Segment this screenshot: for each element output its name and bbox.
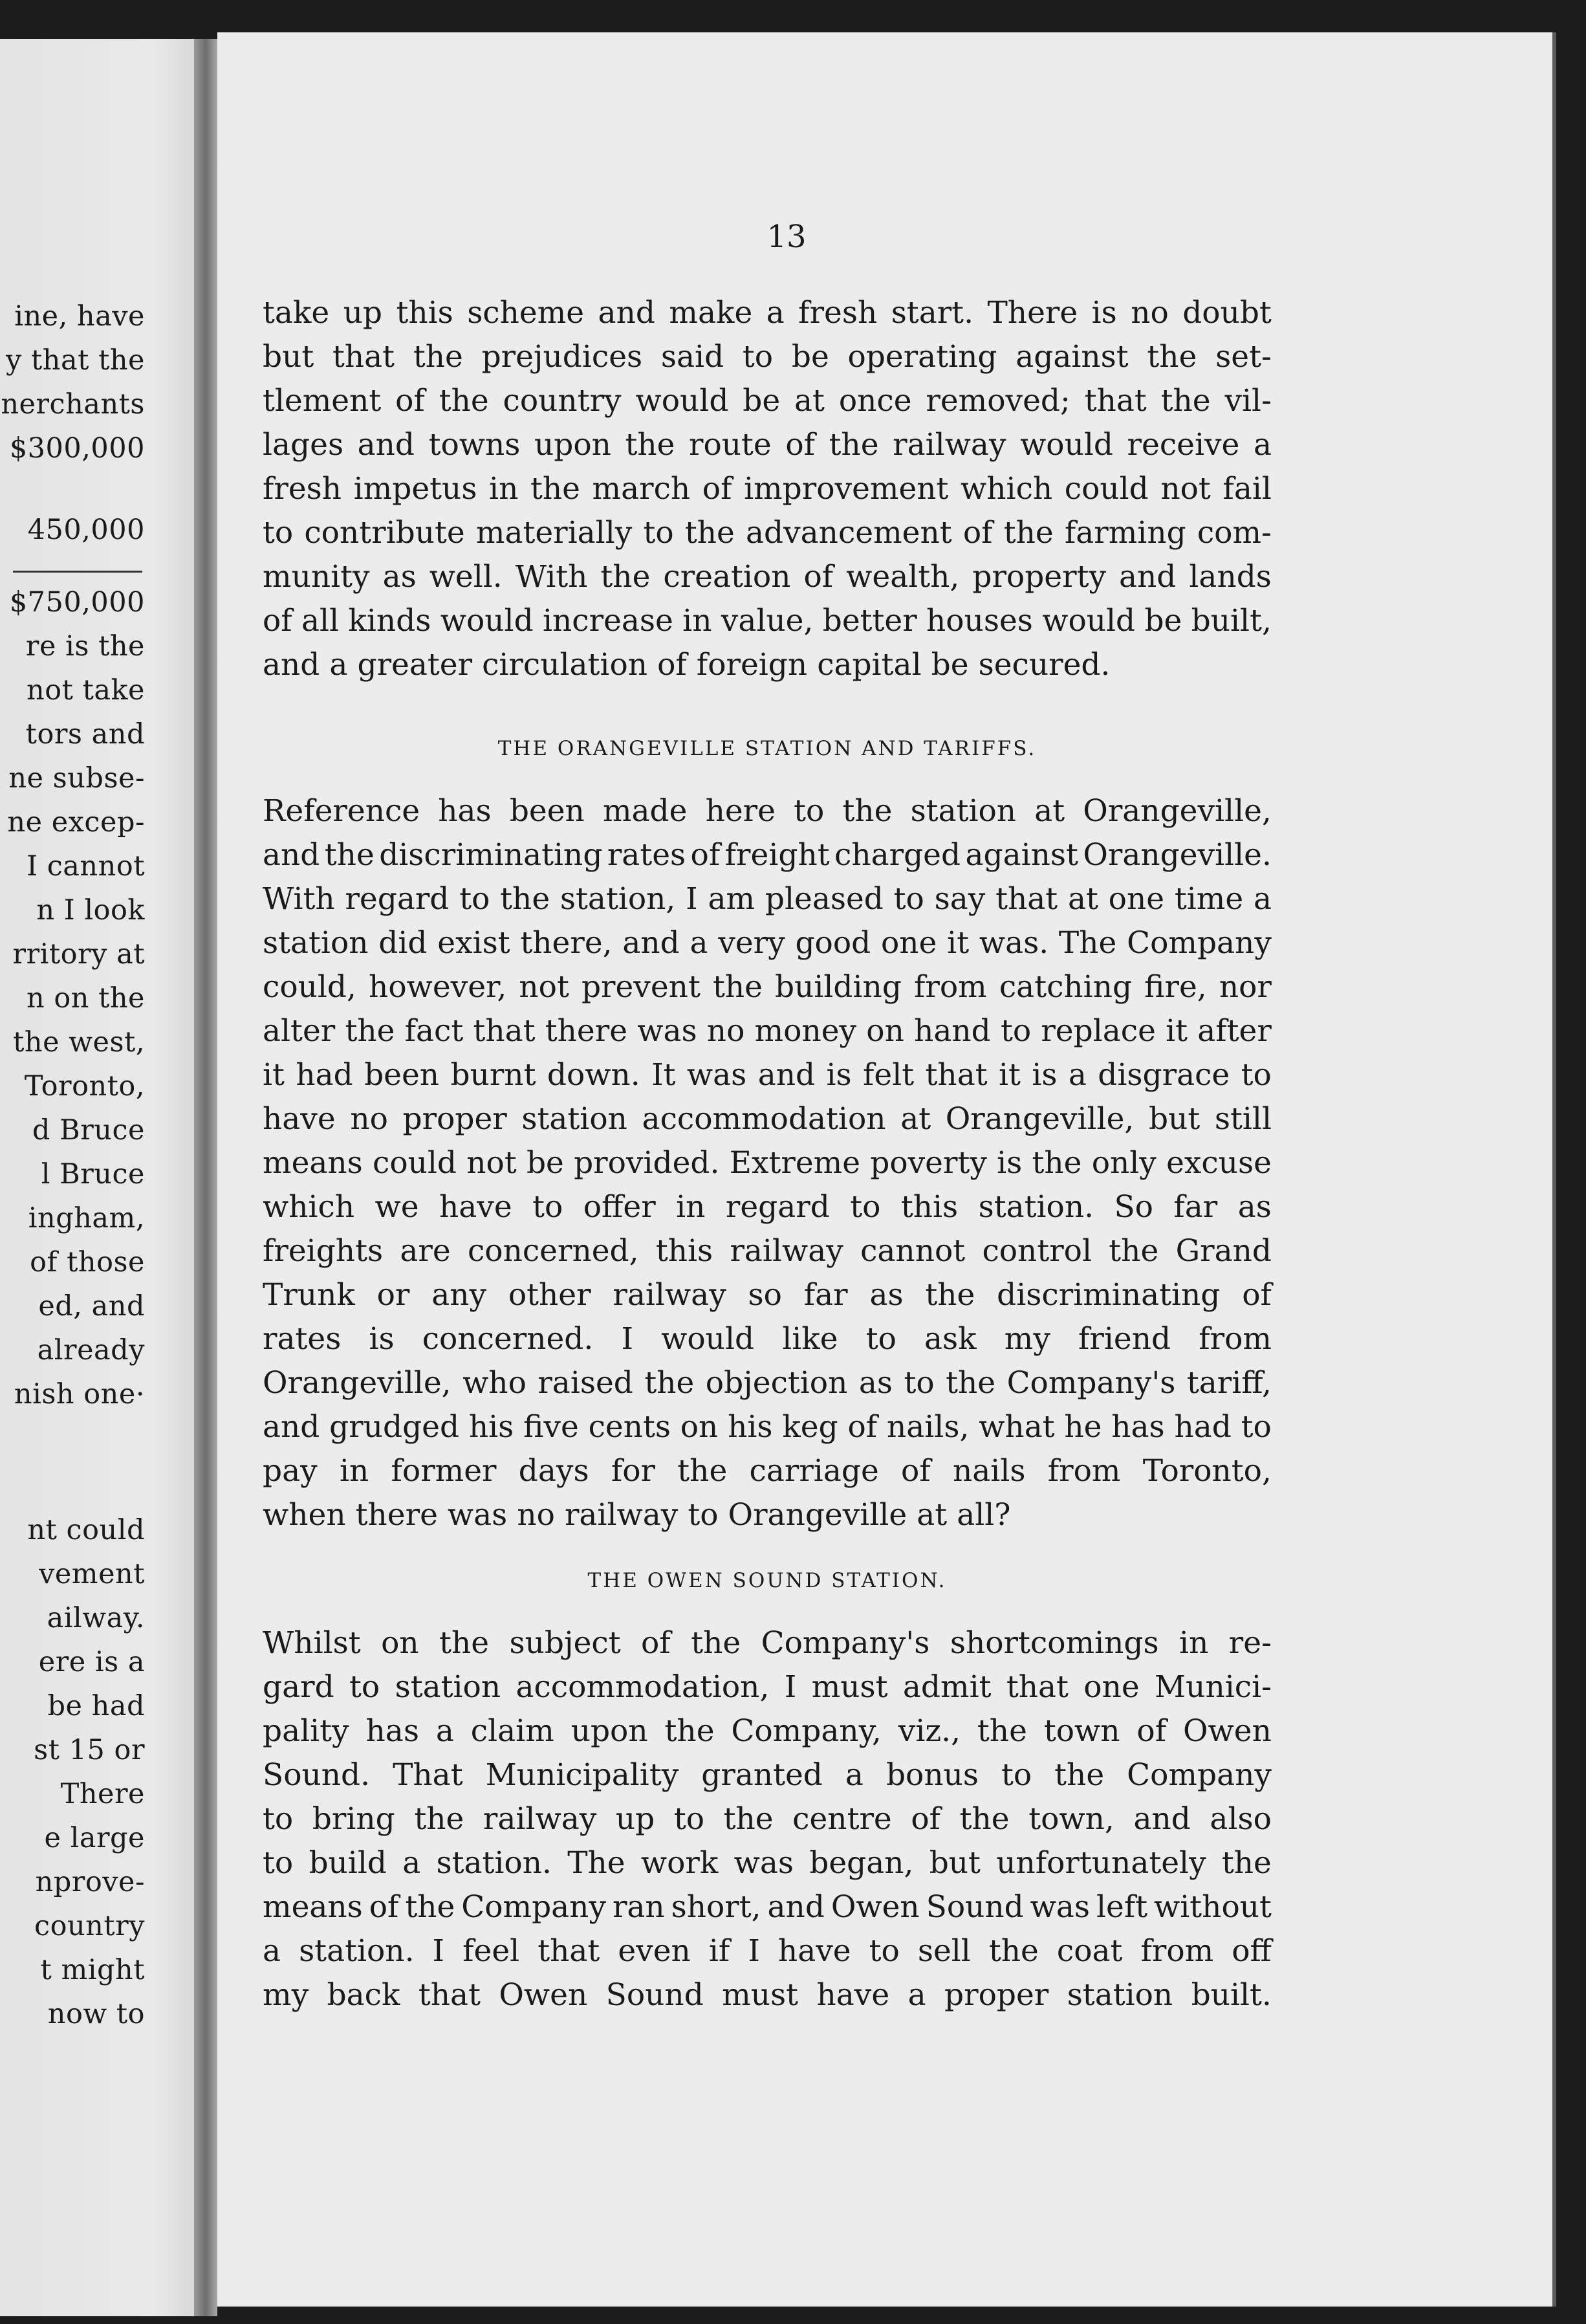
text-line: take up this scheme and make a fresh start. There is no doubt [263, 295, 1272, 331]
text-line: when there was no railway to Orangeville at all? [263, 1497, 1011, 1533]
facing-page-line: l Bruce [41, 1158, 145, 1190]
text-line: Sound. That Municipality granted a bonus to the Company [263, 1757, 1272, 1793]
facing-page-fragment [0, 39, 194, 2316]
text-line: it had been burnt down. It was and is felt that it is a disgrace to [263, 1057, 1272, 1093]
text-line: a station. I feel that even if I have to sell the coat from off [263, 1933, 1272, 1969]
facing-page-line: t might [40, 1954, 145, 1986]
section-heading: THE ORANGEVILLE STATION AND TARIFFS. [497, 737, 1037, 760]
text-line: means of the Company ran short, and Owen Sound was left without [263, 1889, 1272, 1925]
facing-page-line: d Bruce [32, 1114, 145, 1146]
facing-page-line: rritory at [12, 938, 145, 970]
text-line: pality has a claim upon the Company, viz., the town of Owen [263, 1713, 1272, 1749]
facing-page-line: ed, and [38, 1290, 145, 1322]
page-13 [217, 32, 1556, 2307]
facing-page-line: nerchants [1, 388, 145, 421]
text-line: tlement of the country would be at once removed; that the vil- [263, 383, 1272, 419]
facing-page-line: the west, [13, 1026, 145, 1058]
book-gutter [194, 39, 217, 2316]
facing-page-line: re is the [25, 630, 145, 663]
text-line: gard to station accommodation, I must admit that one Munici- [263, 1669, 1272, 1705]
facing-page-line: ailway. [47, 1602, 145, 1634]
facing-page-line: ere is a [38, 1646, 145, 1678]
section-heading: THE OWEN SOUND STATION. [587, 1569, 947, 1592]
facing-page-line: nprove- [35, 1866, 145, 1898]
text-line: Orangeville, who raised the objection as to the Company's tariff, [263, 1365, 1272, 1401]
facing-page-line: ingham, [28, 1202, 145, 1234]
text-line: rates is concerned. I would like to ask my friend from [263, 1321, 1272, 1357]
text-line: alter the fact that there was no money on hand to replace it after [263, 1013, 1272, 1049]
text-line: Reference has been made here to the station at Orangeville, [263, 793, 1272, 829]
facing-page-line: of those [30, 1246, 145, 1278]
facing-page-line: 450,000 [27, 514, 145, 546]
text-line: Whilst on the subject of the Company's shortcomings in re- [263, 1625, 1272, 1661]
text-line: fresh impetus in the march of improvement which could not fail [263, 471, 1272, 507]
facing-page-line: ne subse- [8, 762, 145, 795]
facing-page-line: ne excep- [7, 806, 145, 839]
text-line: With regard to the station, I am pleased to say that at one time a [263, 881, 1272, 917]
facing-page-line: already [37, 1334, 145, 1366]
text-line: lages and towns upon the route of the railway would receive a [263, 427, 1272, 463]
text-line: could, however, not prevent the building from catching fire, nor [263, 969, 1272, 1005]
facing-page-line: tors and [25, 718, 145, 751]
text-line: but that the prejudices said to be operating against the set- [263, 339, 1272, 375]
facing-page-line: now to [47, 1998, 145, 2030]
facing-page-line: be had [47, 1690, 145, 1722]
facing-page-line: e large [44, 1822, 145, 1854]
text-line: and the discriminating rates of freight charged against Orangeville. [263, 837, 1272, 873]
facing-page-line: I cannot [27, 850, 145, 882]
facing-page-line: nish one· [14, 1378, 145, 1410]
facing-page-line: y that the [6, 344, 145, 377]
text-line: freights are concerned, this railway cannot control the Grand [263, 1233, 1272, 1269]
text-line: of all kinds would increase in value, better houses would be built, [263, 603, 1272, 639]
facing-page-line: $750,000 [9, 586, 145, 619]
text-line: have no proper station accommodation at Orangeville, but still [263, 1101, 1272, 1137]
sum-rule [13, 571, 142, 573]
text-line: my back that Owen Sound must have a proper station built. [263, 1977, 1272, 2013]
facing-page-line: country [34, 1910, 145, 1942]
text-line: to build a station. The work was began, but unfortunately the [263, 1845, 1272, 1881]
facing-page-line: not take [27, 674, 145, 707]
facing-page-line: vement [39, 1558, 145, 1590]
text-line: to contribute materially to the advancement of the farming com- [263, 515, 1272, 551]
facing-page-line: st 15 or [34, 1734, 145, 1766]
text-line: and grudged his five cents on his keg of nails, what he has had to [263, 1409, 1272, 1445]
facing-page-line: There [60, 1778, 145, 1810]
facing-page-line: n I look [36, 894, 145, 926]
text-line: pay in former days for the carriage of nails from Toronto, [263, 1453, 1272, 1489]
facing-page-line: n on the [26, 982, 145, 1014]
text-line: which we have to offer in regard to this station. So far as [263, 1189, 1272, 1225]
text-line: station did exist there, and a very good one it was. The Company [263, 925, 1272, 961]
facing-page-line: Toronto, [24, 1070, 145, 1102]
text-line: to bring the railway up to the centre of the town, and also [263, 1801, 1272, 1837]
text-line: Trunk or any other railway so far as the discriminating of [263, 1277, 1272, 1313]
facing-page-line: nt could [27, 1514, 145, 1546]
text-line: munity as well. With the creation of wealth, property and lands [263, 559, 1272, 595]
facing-page-line: ine, have [14, 300, 145, 333]
page-number: 13 [766, 219, 807, 255]
facing-page-line: $300,000 [9, 432, 145, 465]
text-line: and a greater circulation of foreign capital be secured. [263, 647, 1111, 683]
text-line: means could not be provided. Extreme poverty is the only excuse [263, 1145, 1272, 1181]
